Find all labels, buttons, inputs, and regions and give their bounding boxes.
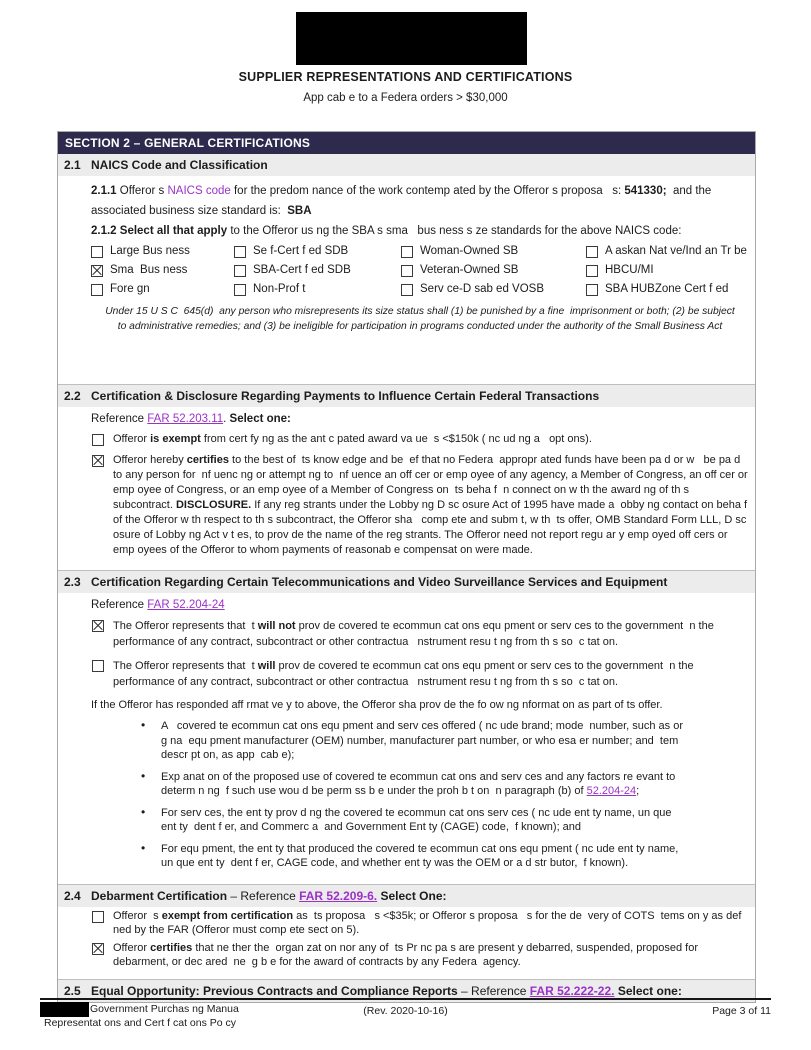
checkbox-label: Sma Bus ness — [110, 264, 188, 276]
option-2-3-will-not — [91, 618, 749, 650]
reference-text: Reference — [91, 599, 148, 611]
checkbox-box[interactable] — [91, 246, 103, 258]
checkbox-service-disabled-vosb[interactable] — [401, 282, 586, 297]
option-2-4-exempt — [91, 909, 749, 938]
checkbox-label: Non-Prof t — [253, 283, 306, 295]
clause-2-1-1 — [91, 181, 749, 221]
option-text: that ne ther the organ zat on nor any of ts Pr nc pa s are present y debarred, suspended, proposed for debarment, or dec ared ne g b e for the award of contracts by any Federa agency. — [113, 941, 702, 968]
section-2-5-title-bold: Equal Opportunity: Previous Contracts and Compliance Reports — [91, 983, 458, 998]
section-2-5-title-text: – Reference — [457, 983, 530, 998]
section-2-4-number: 2.4 — [64, 888, 81, 903]
checkbox-box[interactable] — [401, 284, 413, 296]
reference-text: . — [223, 413, 230, 425]
bullet-explanation-of-use — [139, 770, 684, 799]
option-text: Offeror s — [113, 909, 162, 922]
naics-code-value: 541330; — [624, 185, 667, 197]
checkbox-box[interactable] — [92, 620, 104, 632]
section-2-3-title: Certification Regarding Certain Telecommunications and Video Surveillance Services and Equipment — [91, 575, 668, 589]
checkbox-large-business[interactable] — [91, 244, 234, 259]
option-2-3-will — [91, 658, 749, 690]
select-one-label: Select one: — [614, 983, 682, 998]
option-text: If any reg strants under the Lobby ng D sc osure Act of 1995 have made a obby ng contact on beha f of the Offeror w th respect to th s subcontract, the Offeror sha comp ete and subm t, w th ts offer, OMB Standard Form LLL, D sc osure of Lobby ng Act v t es, to prov de the name of the reg strants. The Offeror need not report regu ar y emp oyed off cers or emp oyees of the Offeror to whom payments of reasonab e compensat on were made. — [113, 499, 751, 556]
checkbox-sba-certified-sdb[interactable] — [234, 263, 401, 278]
checkbox-box[interactable] — [401, 265, 413, 277]
checkbox-box[interactable] — [92, 455, 104, 467]
checkbox-label: Woman-Owned SB — [420, 245, 519, 257]
far-52-204-24-link[interactable]: FAR 52.204-24 — [147, 599, 225, 611]
bullet-equipment-offered — [139, 719, 687, 763]
option-2-2-exempt — [91, 432, 749, 447]
far-52-222-22-link[interactable]: FAR 52.222-22. — [529, 983, 615, 998]
section-2-table — [57, 131, 756, 1003]
checkbox-box[interactable] — [92, 943, 104, 955]
checkbox-label: Large Bus ness — [110, 245, 190, 257]
checkbox-box[interactable] — [91, 284, 103, 296]
footer-manual-title: Government Purchas ng Manua — [90, 1003, 239, 1015]
section-2-bar: SECTION 2 – GENERAL CERTIFICATIONS — [58, 132, 755, 154]
checkbox-box[interactable] — [586, 265, 598, 277]
section-2-1-header — [58, 154, 755, 176]
checkbox-box[interactable] — [92, 911, 104, 923]
clause-text: to the Offeror us ng the SBA s sma bus ness s ze standards for the above NAICS code: — [227, 225, 682, 237]
footer-revision: (Rev. 2020-10-16) — [363, 1005, 448, 1017]
checkbox-label: Veteran-Owned SB — [420, 264, 519, 276]
section-2-4-title-text: – Reference — [227, 888, 300, 903]
section-2-2-header — [58, 384, 755, 407]
bullet-equipment-entity — [139, 842, 684, 871]
checkbox-label: Fore gn — [110, 283, 150, 295]
small-business-act-note — [91, 304, 749, 334]
option-bold: certifies — [150, 941, 193, 954]
far-52-209-6-link[interactable]: FAR 52.209-6. — [299, 888, 378, 903]
telecom-bullet-list — [139, 719, 687, 871]
option-bold: will not — [257, 620, 296, 632]
checkbox-label: Serv ce-D sab ed VOSB — [420, 283, 544, 295]
option-2-4-certifies — [91, 941, 749, 970]
checkbox-alaskan-native-indian-tribe[interactable] — [586, 244, 749, 259]
checkbox-box[interactable] — [92, 660, 104, 672]
checkbox-label: A askan Nat ve/Ind an Tr be — [605, 245, 747, 257]
checkbox-label: SBA-Cert f ed SDB — [253, 264, 351, 276]
clause-text: for the predom nance of the work contemp ated by the Offeror s proposa s: — [230, 185, 625, 197]
option-text: prov de covered te ecommun cat ons equ pment or serv ces to the government n the performance of any contract, subcontract or other contractua nstrument resu t ng from th s so c tat on. — [113, 620, 717, 648]
reference-text: Reference — [91, 413, 148, 425]
checkbox-box[interactable] — [234, 246, 246, 258]
checkbox-self-certified-sdb[interactable] — [234, 244, 401, 259]
section-2-4-title — [91, 889, 747, 903]
section-2-3-header — [58, 570, 755, 593]
note-line-2: to administrative remedies; and (3) be ineligible for participation in programs conducted under the authority of the Small Business Act — [117, 321, 723, 332]
select-one-label: Select One: — [377, 888, 447, 903]
section-2-5-number: 2.5 — [64, 983, 81, 998]
checkbox-hbcu-mi[interactable] — [586, 263, 749, 278]
option-text: Offeror hereby — [113, 454, 187, 466]
option-text: The Offeror represents that t — [113, 660, 258, 672]
bullet-text: ; — [636, 785, 640, 797]
checkbox-box[interactable] — [401, 246, 413, 258]
checkbox-label: HBCU/MI — [605, 264, 654, 276]
option-text: to the best of ts know edge and be ef that no Federa appropr ated funds have been pa d or w be pa d to any person for nf uenc ng or attempt ng to nf uence an off cer or emp oyee of any agency, a Member of Congress, an off cer or emp oyee of Congress, or an emp oyee of a Member of Congress on ts beha f n connect on w th the award ng of th s subcontract. — [113, 454, 751, 511]
note-line-1: Under 15 U S C 645(d) any person who misrepresents its size status shall (1) be punished by a fine imprisonment or both; (2) be subject — [105, 306, 735, 317]
clause-2-1-1-number: 2.1.1 — [91, 185, 117, 197]
option-text: as ts proposa s <$35k; or Offeror s proposa s for the de very of COTS tems on y as def ned by the FAR (Offeror must comp ete sect on 5). — [113, 909, 745, 936]
section-2-5-title — [91, 984, 747, 998]
checkbox-small-business[interactable] — [91, 263, 234, 278]
business-size-checkbox-grid — [91, 244, 749, 297]
checkbox-label: SBA HUBZone Cert f ed — [605, 283, 729, 295]
option-bold: certifies — [186, 454, 229, 466]
select-one-label: Select one: — [229, 413, 291, 425]
checkbox-box[interactable] — [234, 265, 246, 277]
option-bold: exempt from certification — [161, 909, 294, 922]
section-2-2-number: 2.2 — [64, 389, 81, 403]
option-bold: will — [257, 660, 276, 672]
footer-policy-title: Representat ons and Cert f cat ons Po cy — [44, 1017, 237, 1029]
checkbox-non-profit[interactable] — [234, 282, 401, 297]
section-2-4-body — [58, 907, 755, 979]
disclosure-bold: DISCLOSURE. — [175, 499, 252, 511]
checkbox-sba-hubzone-certified[interactable] — [586, 282, 749, 297]
size-standard-value: SBA — [287, 205, 312, 217]
section-2-1-body — [58, 176, 755, 384]
document-title: SUPPLIER REPRESENTATIONS AND CERTIFICATIONS — [238, 70, 573, 84]
checkbox-box[interactable] — [586, 246, 598, 258]
checkbox-foreign[interactable] — [91, 282, 234, 297]
bullet-text: For serv ces, the ent ty prov d ng the covered te ecommun cat ons serv ces ( nc ude ent ty name, un que ent ty dent f er, and Commerc a and Government Ent ty (CAGE) code, f known); and — [161, 806, 675, 833]
section-2-1-number: 2.1 — [64, 158, 81, 172]
section-2-2-reference — [91, 412, 749, 427]
clause-2-1-2-label: 2.1.2 Select all that apply — [91, 225, 228, 237]
bullet-text: For equ pment, the ent ty that produced the covered te ecommun cat ons equ pment ( nc ude ent ty name, un que ent ty dent f er, CAGE code, and whether ent ty was the OEM or a d str butor, f known). — [161, 842, 682, 869]
document-subtitle: App cab e to a Federa orders > $30,000 — [303, 92, 508, 104]
naics-code-link[interactable]: NAICS code — [167, 185, 231, 197]
affirmative-response-intro: If the Offeror has responded aff rmat ve y to above, the Offeror sha prov de the fo ow ng nformat on as part of ts offer. — [91, 699, 663, 711]
section-2-3-number: 2.3 — [64, 575, 81, 589]
page-footer — [40, 998, 771, 1030]
option-text: Offeror — [113, 433, 151, 445]
option-text: Offeror — [113, 941, 151, 954]
checkbox-box[interactable] — [586, 284, 598, 296]
redacted-logo — [296, 12, 527, 65]
spacer — [91, 334, 749, 378]
section-2-4-header — [58, 884, 755, 907]
option-2-2-certifies — [91, 453, 749, 558]
option-text: from cert fy ng as the ant c pated award va ue s <$150k ( nc ud ng a opt ons). — [200, 433, 592, 445]
far-52-203-11-link[interactable]: FAR 52.203.11 — [147, 413, 224, 425]
clause-2-1-2 — [91, 223, 749, 239]
section-2-2-body — [58, 407, 755, 570]
section-2-4-title-bold: Debarment Certification — [91, 888, 228, 903]
option-bold: is exempt — [150, 433, 201, 445]
footer-page-number: Page 3 of 11 — [712, 1005, 771, 1017]
bullet-services-entity — [139, 806, 684, 835]
section-2-1-title: NAICS Code and Classification — [91, 158, 268, 172]
section-2-2-title: Certification & Disclosure Regarding Payments to Influence Certain Federal Transactions — [91, 389, 600, 403]
clause-text: Offeror s — [116, 185, 168, 197]
section-2-3-body — [58, 593, 755, 884]
checkbox-woman-owned-sb[interactable] — [401, 244, 586, 259]
checkbox-label: Se f-Cert f ed SDB — [253, 245, 349, 257]
bullet-text: A covered te ecommun cat ons equ pment and serv ces offered ( nc ude brand; mode number, such as or g na equ pment manufacturer (OEM) number, manufacturer part number, or who esa er number; and tem descr pt on, as app cab e); — [161, 720, 687, 761]
checkbox-box[interactable] — [92, 434, 104, 446]
section-2-3-reference — [91, 598, 749, 613]
checkbox-box[interactable] — [234, 284, 246, 296]
clause-text: and the associated business size standard is: — [91, 185, 715, 217]
option-text: prov de covered te ecommun cat ons equ pment or serv ces to the government n the performance of any contract, subcontract or other contractua nstrument resu t ng from th s so c tat on. — [113, 660, 697, 688]
checkbox-box[interactable] — [91, 265, 103, 277]
far-52-204-24-paragraph-link[interactable]: 52.204-24 — [586, 785, 637, 797]
option-text: The Offeror represents that t — [113, 620, 258, 632]
bullet-text: Exp anat on of the proposed use of covered te ecommun cat ons and serv ces and any factors re evant to determ n ng f such use wou d be perm ss b e under the proh b t on n paragraph (b) of — [161, 770, 679, 797]
checkbox-veteran-owned-sb[interactable] — [401, 263, 586, 278]
